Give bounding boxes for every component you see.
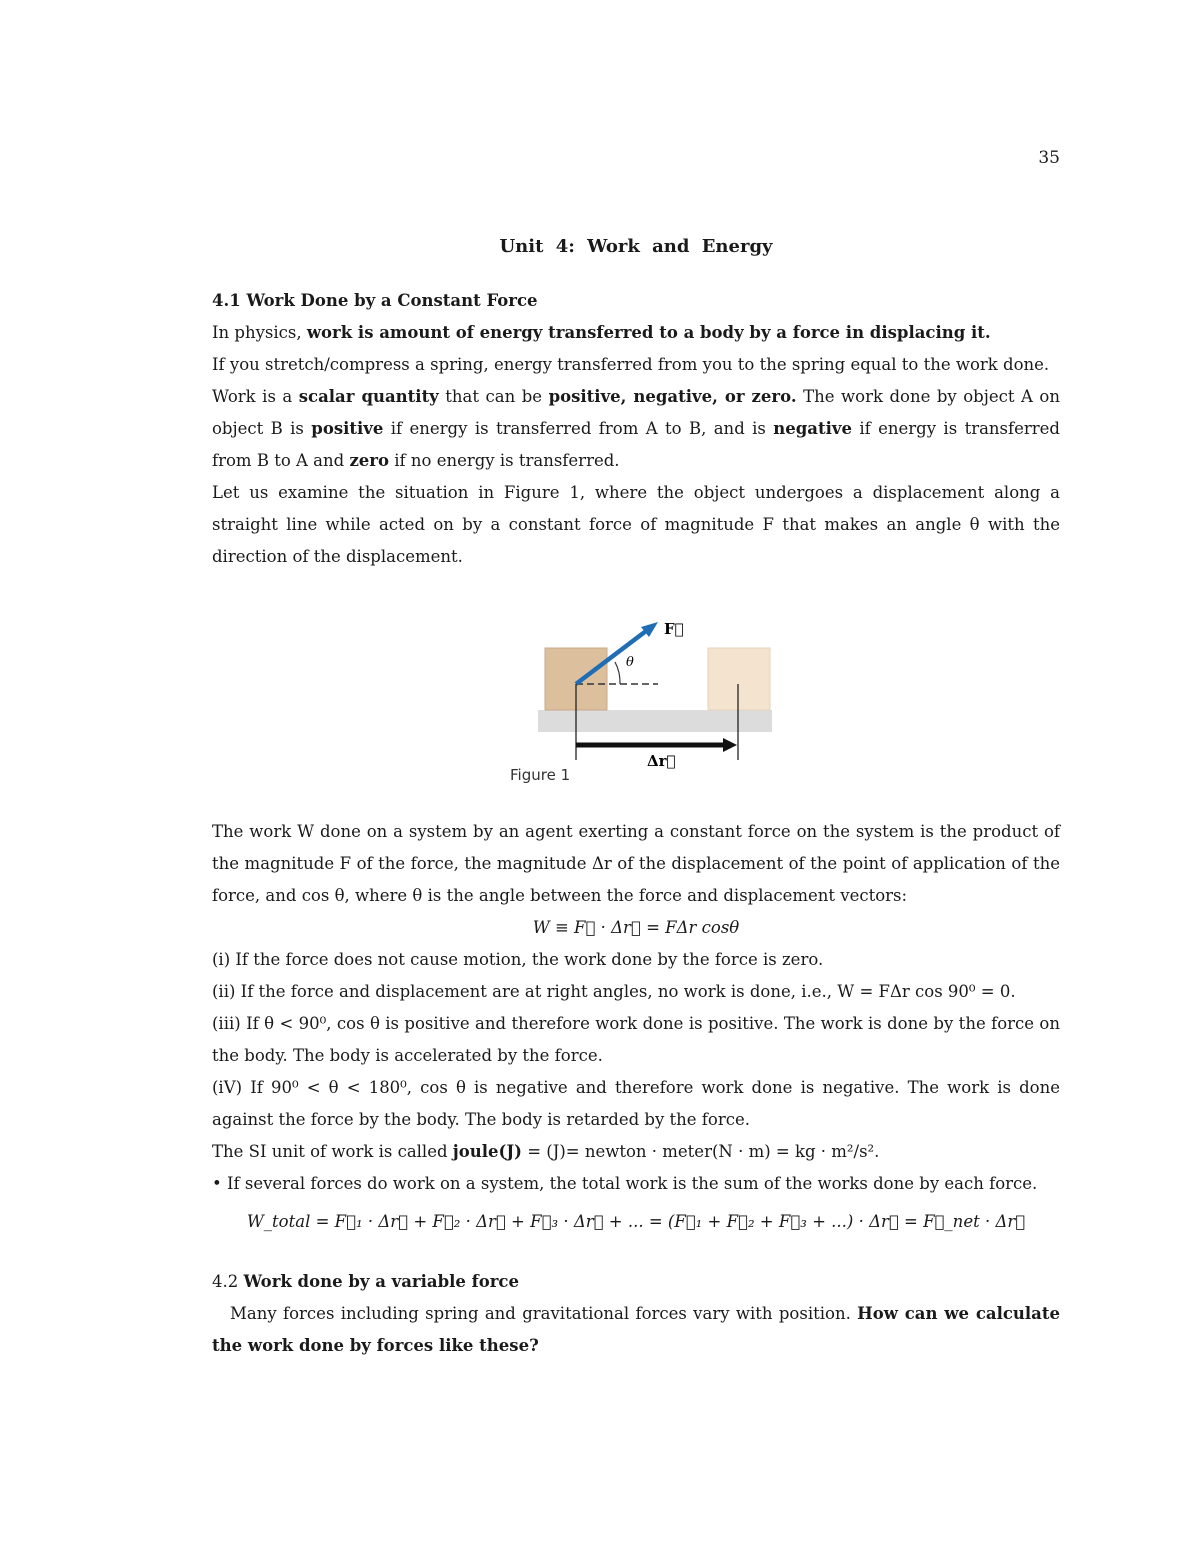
force-label: F⃗ [664, 620, 684, 638]
section-heading: 4.1 Work Done by a Constant Force [212, 291, 538, 310]
figure-intro-paragraph: Let us examine the situation in Figure 1, where the object undergoes a displacement along a straight line while acted on by a constant force of magnitude F that makes an angle θ with the direction of the displacement. [212, 483, 1060, 566]
section-work-constant-force [212, 285, 1060, 573]
section-variable-force [212, 1266, 1060, 1362]
angle-arc [615, 662, 620, 684]
unit-title: Unit 4: Work and Energy [499, 236, 773, 257]
spring-paragraph: If you stretch/compress a spring, energy transferred from you to the spring equal to the work done. [212, 355, 1050, 374]
case-i: (i) If the force does not cause motion, the work done by the force is zero. [212, 950, 824, 969]
case-iv: (iV) If 90⁰ < θ < 180⁰, cos θ is negative and therefore work done is negative. The work is done against the force by the body. The body is retarded by the force. [212, 1078, 1060, 1129]
scalar-paragraph: Work is a scalar quantity that can be positive, negative, or zero. The work done by object A on object B is positive if energy is transferred from A to B, and is negative if energy is transferred from B to A and zero if no energy is transferred. [212, 387, 1060, 470]
section-heading-variable: 4.2 Work done by a variable force [212, 1272, 519, 1291]
work-equation: W ≡ F⃗ · Δr⃗ = FΔr cosθ [532, 918, 740, 937]
figure-caption: Figure 1 [510, 766, 571, 784]
variable-force-paragraph: Many forces including spring and gravitational forces vary with position. How can we calculate the work done by forces like these? [212, 1304, 1060, 1355]
bullet-several-forces: • If several forces do work on a system, the total work is the sum of the works done by each force. [212, 1174, 1038, 1193]
displacement-arrowhead [723, 738, 737, 752]
block-final [708, 648, 770, 710]
section-work-formula [212, 816, 1060, 1248]
definition-paragraph: In physics, work is amount of energy transferred to a body by a force in displacing it. [212, 323, 991, 342]
case-ii: (ii) If the force and displacement are at right angles, no work is done, i.e., W = FΔr cos 90⁰ = 0. [212, 982, 1016, 1001]
si-unit-paragraph: The SI unit of work is called joule(J) = (J)= newton · meter(N · m) = kg · m²/s². [212, 1142, 880, 1161]
angle-label: θ [626, 655, 634, 670]
case-iii: (iii) If θ < 90⁰, cos θ is positive and therefore work done is positive. The work is done by the force on the body. The body is accelerated by the force. [212, 1014, 1060, 1065]
work-definition-paragraph: The work W done on a system by an agent exerting a constant force on the system is the product of the magnitude F of the force, the magnitude Δr of the displacement of the point of application of the force, and cos θ, where θ is the angle between the force and displacement vectors: [212, 822, 1060, 905]
displacement-label: Δr⃗ [647, 752, 676, 770]
page-number: 35 [1038, 148, 1060, 168]
total-work-equation: W_total = F⃗₁ · Δr⃗ + F⃗₂ · Δr⃗ + F⃗₃ · Δr⃗ + ... = (F⃗₁ + F⃗₂ + F⃗₃ + ...) · Δr⃗ = F⃗_net · Δr⃗ [246, 1212, 1026, 1231]
ground [538, 710, 772, 732]
